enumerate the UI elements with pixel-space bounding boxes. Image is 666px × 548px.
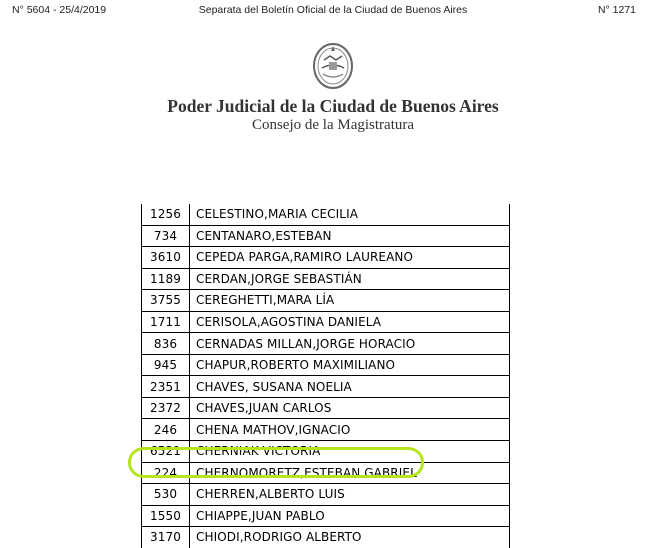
row-name: CEREGHETTI,MARA LÍA xyxy=(190,290,510,312)
row-name: CHENA MATHOV,IGNACIO xyxy=(190,419,510,441)
table-row xyxy=(142,505,510,527)
page-number: N° 1271 xyxy=(597,4,636,16)
row-number: 1189 xyxy=(142,268,190,290)
table-row xyxy=(142,441,510,463)
row-number: 3755 xyxy=(142,290,190,312)
table-row xyxy=(142,268,510,290)
row-number: 224 xyxy=(142,462,190,484)
institution-subtitle: Consejo de la Magistratura xyxy=(251,117,415,133)
row-number: 2351 xyxy=(142,376,190,398)
table-row xyxy=(142,419,510,441)
row-number: 734 xyxy=(142,225,190,247)
row-number: 3170 xyxy=(142,527,190,548)
table-row xyxy=(142,290,510,312)
table-row xyxy=(142,527,510,548)
table-row xyxy=(142,204,510,225)
row-name: CHERNIAK VICTORIA xyxy=(190,441,510,463)
table-row xyxy=(142,247,510,269)
table-row xyxy=(142,225,510,247)
row-number: 1550 xyxy=(142,505,190,527)
table-row xyxy=(142,462,510,484)
row-name: CENTANARO,ESTEBAN xyxy=(190,225,510,247)
table-row xyxy=(142,484,510,506)
roster-table xyxy=(141,204,510,548)
row-number: 1256 xyxy=(142,204,190,225)
row-number: 945 xyxy=(142,354,190,376)
row-name: CHERNOMORETZ,ESTEBAN GABRIEL xyxy=(190,462,510,484)
row-name: CHIODI,RODRIGO ALBERTO xyxy=(190,527,510,548)
issue-number: N° 5604 - 25/4/2019 xyxy=(12,4,107,16)
row-number: 530 xyxy=(142,484,190,506)
row-name: CELESTINO,MARIA CECILIA xyxy=(190,204,510,225)
row-number: 3610 xyxy=(142,247,190,269)
table-row xyxy=(142,311,510,333)
row-name: CERISOLA,AGOSTINA DANIELA xyxy=(190,311,510,333)
row-number: 6521 xyxy=(142,441,190,463)
row-name: CERNADAS MILLAN,JORGE HORACIO xyxy=(190,333,510,355)
coat-of-arms-icon xyxy=(310,38,356,92)
row-number: 246 xyxy=(142,419,190,441)
row-name: CHERREN,ALBERTO LUIS xyxy=(190,484,510,506)
table-row xyxy=(142,333,510,355)
row-name: CHAVES,JUAN CARLOS xyxy=(190,397,510,419)
table-row xyxy=(142,376,510,398)
institution-title: Poder Judicial de la Ciudad de Buenos Aires xyxy=(167,96,499,116)
row-name: CEPEDA PARGA,RAMIRO LAUREANO xyxy=(190,247,510,269)
row-number: 1711 xyxy=(142,311,190,333)
publication-title: Separata del Boletín Oficial de la Ciudad de Buenos Aires xyxy=(198,4,468,16)
row-name: CHAVES, SUSANA NOELIA xyxy=(190,376,510,398)
table-row xyxy=(142,397,510,419)
row-number: 2372 xyxy=(142,397,190,419)
table-row xyxy=(142,354,510,376)
row-name: CERDAN,JORGE SEBASTIÁN xyxy=(190,268,510,290)
row-name: CHAPUR,ROBERTO MAXIMILIANO xyxy=(190,354,510,376)
row-name: CHIAPPE,JUAN PABLO xyxy=(190,505,510,527)
row-number: 836 xyxy=(142,333,190,355)
